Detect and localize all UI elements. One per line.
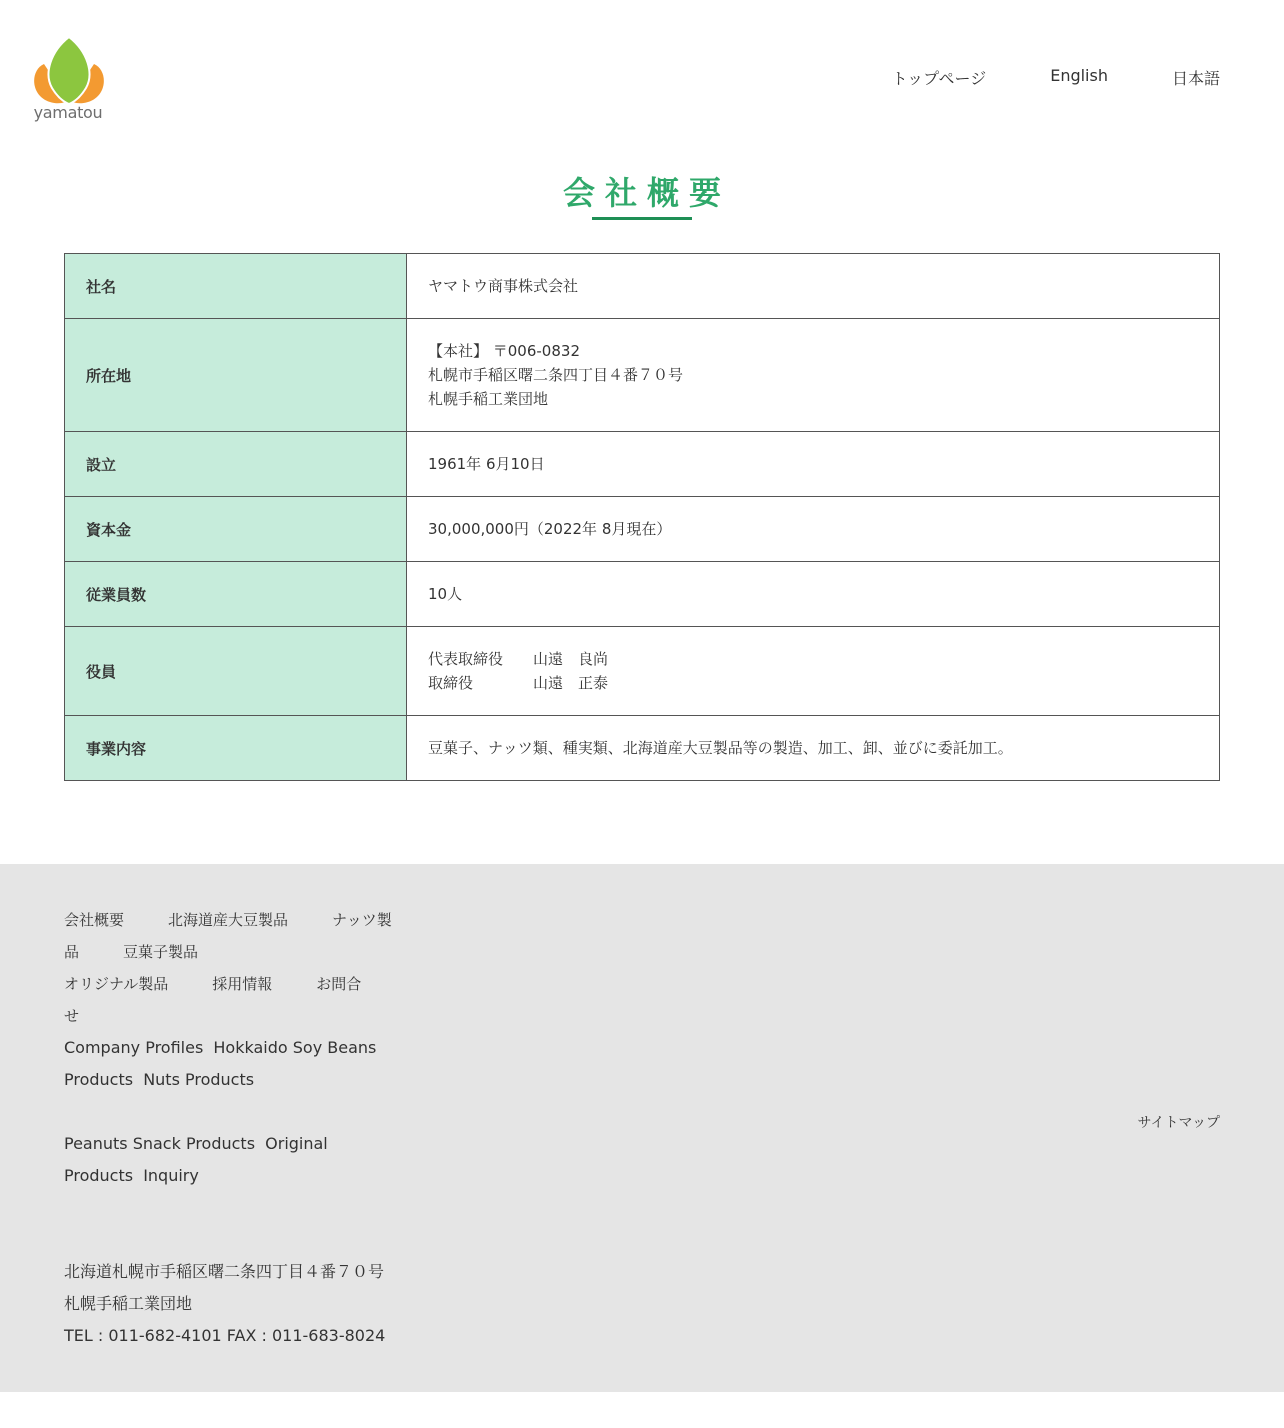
footer-link-inquiry[interactable]: お問合せ bbox=[64, 975, 362, 1025]
logo-leaf-icon bbox=[30, 34, 110, 104]
footer-link-soy[interactable]: 北海道産大豆製品 bbox=[168, 911, 289, 929]
value-line: 豆菓子、ナッツ類、種実類、北海道産大豆製品等の製造、加工、卸、並びに委託加工。 bbox=[428, 739, 1013, 757]
label-established: 設立 bbox=[65, 432, 407, 497]
logo-text: yamatou bbox=[33, 103, 103, 122]
page-title-wrap bbox=[0, 168, 1284, 214]
footer-link-peanuts-en[interactable]: Peanuts Snack Products bbox=[64, 1134, 256, 1153]
nav-japanese[interactable]: 日本語 bbox=[1171, 69, 1220, 88]
value-business bbox=[407, 716, 1220, 781]
footer-nav-japanese bbox=[64, 904, 409, 1032]
footer-nav-english-2 bbox=[64, 1128, 394, 1192]
table-row bbox=[65, 497, 1220, 562]
value-line: 30,000,000円（2022年 8月現在） bbox=[428, 520, 672, 538]
value-line: 10人 bbox=[428, 585, 463, 603]
contact-line: TEL : 011-682-4101 FAX : 011-683-8024 bbox=[64, 1326, 386, 1345]
footer-link-nuts-en[interactable]: Nuts Products bbox=[143, 1070, 255, 1089]
footer-link-soy-en[interactable]: Hokkaido Soy Beans Products bbox=[64, 1038, 377, 1089]
value-line: 札幌手稲工業団地 bbox=[428, 390, 549, 408]
footer-link-inquiry-en[interactable]: Inquiry bbox=[143, 1166, 199, 1185]
footer-nav-english-1 bbox=[64, 1032, 394, 1096]
table-row bbox=[65, 432, 1220, 497]
footer-link-recruit[interactable]: 採用情報 bbox=[212, 975, 273, 993]
value-capital bbox=[407, 497, 1220, 562]
value-location bbox=[407, 319, 1220, 432]
value-established bbox=[407, 432, 1220, 497]
footer-address bbox=[64, 1256, 385, 1352]
table-row bbox=[65, 562, 1220, 627]
table-row bbox=[65, 627, 1220, 716]
address-line: 札幌手稲工業団地 bbox=[64, 1294, 193, 1313]
site-header bbox=[0, 0, 1284, 150]
table-row bbox=[65, 254, 1220, 319]
footer-link-company[interactable]: 会社概要 bbox=[64, 911, 125, 929]
title-underline bbox=[592, 217, 692, 220]
site-footer bbox=[0, 864, 1284, 1392]
table-row bbox=[65, 716, 1220, 781]
label-location: 所在地 bbox=[65, 319, 407, 432]
top-nav bbox=[892, 66, 1220, 89]
nav-english[interactable]: English bbox=[1050, 66, 1108, 85]
value-employees bbox=[407, 562, 1220, 627]
label-business: 事業内容 bbox=[65, 716, 407, 781]
footer-link-nuts[interactable]: ナッツ製品 bbox=[64, 911, 392, 961]
yamatou-logo[interactable] bbox=[30, 34, 110, 126]
nav-top-page[interactable]: トップページ bbox=[891, 69, 987, 88]
label-company-name: 社名 bbox=[65, 254, 407, 319]
value-line: 取締役 山遠 正泰 bbox=[428, 674, 609, 692]
value-line: 【本社】 〒006-0832 bbox=[428, 342, 580, 360]
label-employees: 従業員数 bbox=[65, 562, 407, 627]
value-company-name bbox=[407, 254, 1220, 319]
sitemap-link[interactable]: サイトマップ bbox=[1137, 1115, 1220, 1131]
value-line: 代表取締役 山遠 良尚 bbox=[428, 650, 609, 668]
label-capital: 資本金 bbox=[65, 497, 407, 562]
footer-link-original-en[interactable]: Original Products bbox=[64, 1134, 328, 1185]
address-line: 北海道札幌市手稲区曙二条四丁目４番７０号 bbox=[64, 1262, 385, 1281]
page-title: 会社概要 bbox=[562, 174, 731, 212]
table-row bbox=[65, 319, 1220, 432]
footer-link-bean-snacks[interactable]: 豆菓子製品 bbox=[123, 943, 199, 961]
footer-link-original[interactable]: オリジナル製品 bbox=[64, 975, 169, 993]
value-line: 1961年 6月10日 bbox=[428, 455, 545, 473]
value-line: ヤマトウ商事株式会社 bbox=[428, 277, 579, 295]
footer-link-company-en[interactable]: Company Profiles bbox=[64, 1038, 204, 1057]
label-officers: 役員 bbox=[65, 627, 407, 716]
value-officers bbox=[407, 627, 1220, 716]
company-info-table bbox=[64, 253, 1220, 781]
value-line: 札幌市手稲区曙二条四丁目４番７０号 bbox=[428, 366, 684, 384]
